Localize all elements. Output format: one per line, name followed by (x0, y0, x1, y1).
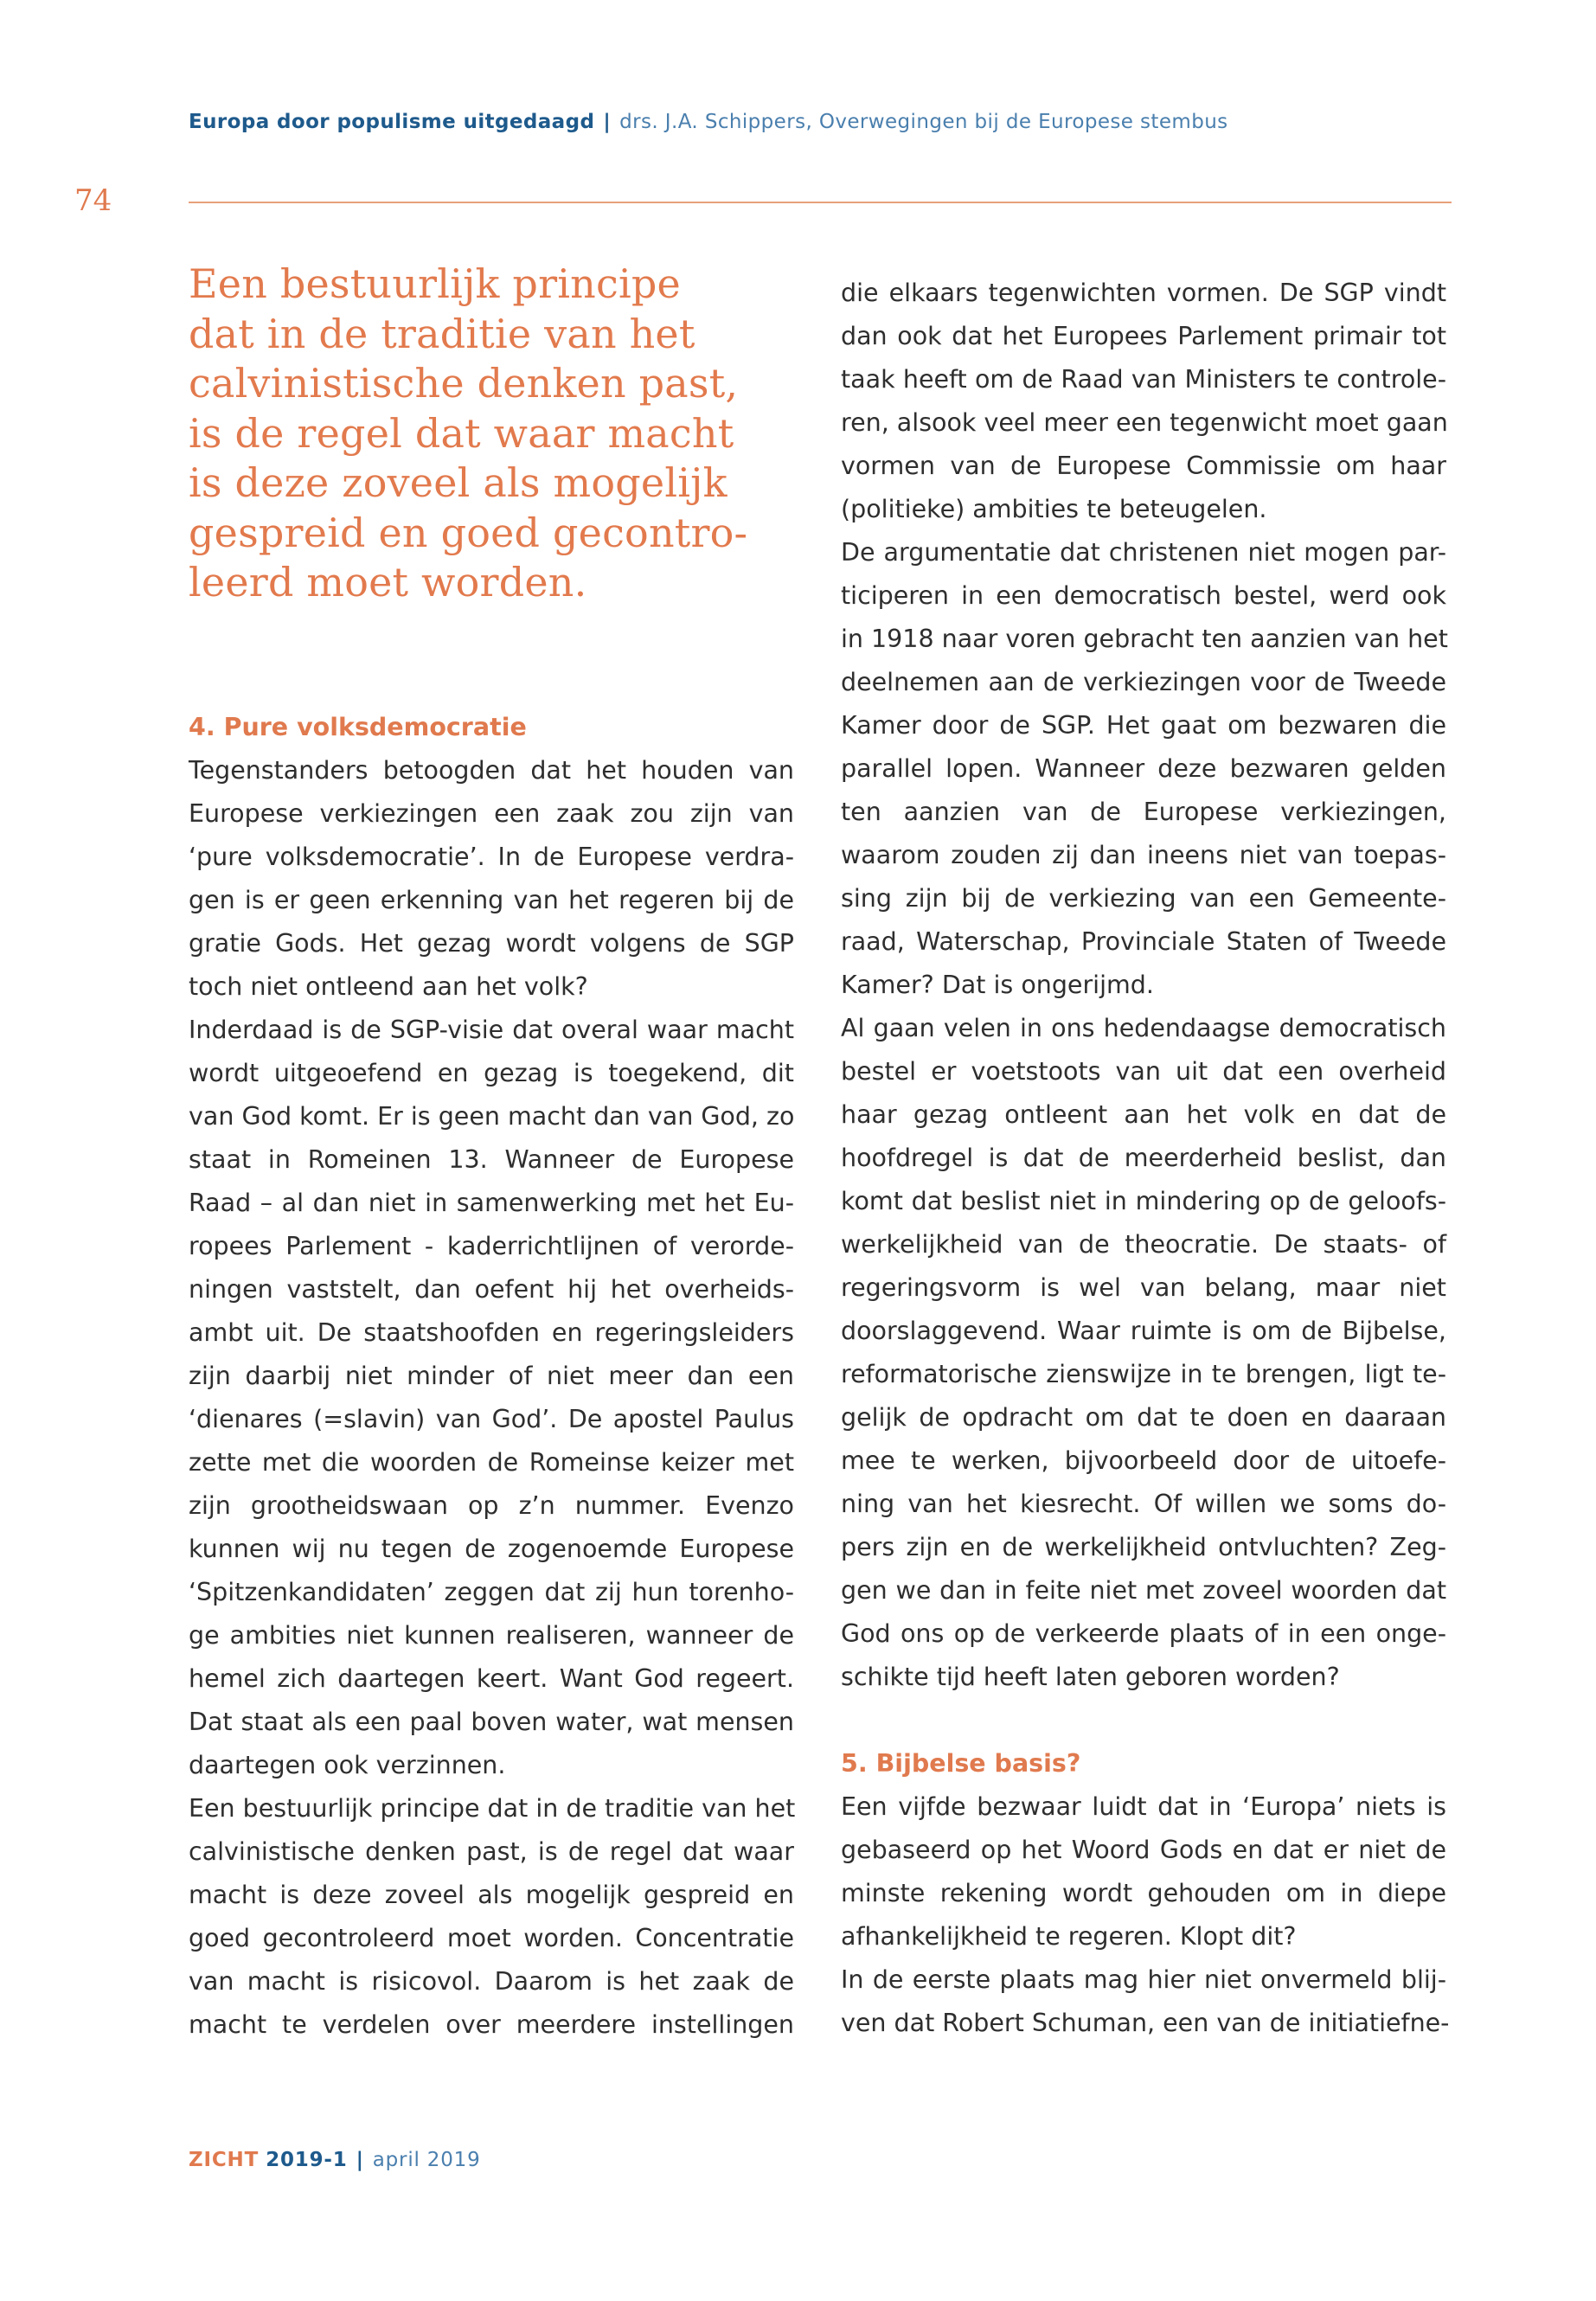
body-line: pers zijn en de werkelijkheid ontvluchten? Zeg- (841, 1533, 1446, 1561)
body-line: toch niet ontleend aan het volk? (189, 972, 588, 1001)
body-line: In de eerste plaats mag hier niet onvermeld blij- (841, 1965, 1446, 1994)
body-line: reformatorische zienswijze in te brengen, ligt te- (841, 1360, 1446, 1388)
pullquote-line: is deze zoveel als mogelijk (189, 459, 727, 506)
body-line: ning van het kiesrecht. Of willen we soms do- (841, 1490, 1446, 1518)
body-line: gratie Gods. Het gezag wordt volgens de SGP (189, 929, 794, 958)
issue-date: april 2019 (372, 2149, 481, 2171)
page-number: 74 (74, 183, 112, 218)
body-line: van God komt. Er is geen macht dan van God, zo (189, 1102, 795, 1131)
section-heading-5: 5. Bijbelse basis? (841, 1749, 1081, 1778)
body-line: zijn daarbij niet minder of niet meer dan een (189, 1362, 794, 1390)
body-line: ‘dienares (=slavin) van God’. De apostel Paulus (189, 1405, 794, 1433)
body-line: sing zijn bij de verkiezing van een Gemeente- (841, 884, 1446, 913)
body-line: ge ambities niet kunnen realiseren, wanneer de (189, 1621, 794, 1650)
pullquote-line: gespreid en goed gecontro- (189, 509, 748, 556)
body-line: die elkaars tegenwichten vormen. De SGP vindt (841, 279, 1446, 307)
journal-title: Europa door populisme uitgedaagd (189, 111, 595, 133)
body-line: ticiperen in een democratisch bestel, werd ook (841, 581, 1446, 610)
author-title: drs. J.A. Schippers, Overwegingen bij de Europese stembus (619, 111, 1228, 133)
body-line: gelijk de opdracht om dat te doen en daaraan (841, 1403, 1446, 1432)
running-head (189, 111, 1452, 133)
body-line: afhankelijkheid te regeren. Klopt dit? (841, 1922, 1297, 1951)
magazine-name: ZICHT (189, 2149, 260, 2171)
body-line: daartegen ook verzinnen. (189, 1751, 506, 1779)
body-line: raad, Waterschap, Provinciale Staten of Tweede (841, 927, 1446, 956)
right-column (841, 272, 1450, 2045)
body-line: De argumentatie dat christenen niet mogen par- (841, 538, 1446, 567)
body-line: parallel lopen. Wanneer deze bezwaren gelden (841, 754, 1446, 783)
body-line: gen is er geen erkenning van het regeren bij de (189, 886, 794, 914)
body-line: wordt uitgeoefend en gezag is toegekend, dit (189, 1059, 794, 1087)
body-line: Al gaan velen in ons hedendaagse democratisch (841, 1014, 1446, 1042)
pullquote (189, 260, 777, 608)
body-line: (politieke) ambities te beteugelen. (841, 495, 1267, 523)
body-line: ten aanzien van de Europese verkiezingen, (841, 798, 1446, 826)
body-line: dan ook dat het Europees Parlement primair tot (841, 322, 1446, 350)
body-line: ropees Parlement - kaderrichtlijnen of verorde- (189, 1232, 794, 1260)
footer-separator: | (356, 2149, 364, 2171)
pullquote-line: Een bestuurlijk principe (189, 260, 681, 307)
body-line: Europese verkiezingen een zaak zou zijn van (189, 799, 794, 828)
body-line: God ons op de verkeerde plaats of in een onge- (841, 1619, 1446, 1648)
body-line: haar gezag ontleent aan het volk en dat de (841, 1100, 1446, 1129)
body-line: ‘Spitzenkandidaten’ zeggen dat zij hun torenho- (189, 1578, 794, 1606)
body-line: hemel zich daartegen keert. Want God regeert. (189, 1664, 794, 1693)
footer (189, 2149, 481, 2171)
body-line: ambt uit. De staatshoofden en regeringsleiders (189, 1318, 794, 1347)
body-line: ningen vaststelt, dan oefent hij het overheids- (189, 1275, 794, 1304)
body-line: van macht is risicovol. Daarom is het zaak de (189, 1967, 794, 1996)
body-line: ‘pure volksdemocratie’. In de Europese verdra- (189, 843, 794, 871)
section-heading-4: 4. Pure volksdemocratie (189, 713, 527, 741)
body-line: Een vijfde bezwaar luidt dat in ‘Europa’ niets is (841, 1792, 1446, 1821)
body-line: Tegenstanders betoogden dat het houden van (189, 756, 794, 785)
body-line: schikte tijd heeft laten geboren worden? (841, 1663, 1340, 1691)
pullquote-line: leerd moet worden. (189, 559, 587, 606)
body-line: komt dat beslist niet in mindering op de geloofs- (841, 1187, 1446, 1215)
left-column (189, 706, 794, 2047)
body-line: kunnen wij nu tegen de zogenoemde Europese (189, 1535, 794, 1563)
body-line: macht is deze zoveel als mogelijk gespreid en (189, 1881, 794, 1909)
body-line: mee te werken, bijvoorbeeld door de uitoefe- (841, 1446, 1446, 1475)
body-line: doorslaggevend. Waar ruimte is om de Bijbelse, (841, 1317, 1446, 1345)
body-line: Inderdaad is de SGP-visie dat overal waar macht (189, 1016, 794, 1044)
pullquote-line: is de regel dat waar macht (189, 409, 734, 457)
body-line: Raad – al dan niet in samenwerking met het Eu- (189, 1189, 794, 1217)
header-rule (189, 202, 1452, 203)
body-line: in 1918 naar voren gebracht ten aanzien van het (841, 625, 1448, 653)
body-line: calvinistische denken past, is de regel dat waar (189, 1837, 794, 1866)
body-line: zette met die woorden de Romeinse keizer met (189, 1448, 794, 1477)
body-line: gen we dan in feite niet met zoveel woorden dat (841, 1576, 1446, 1605)
body-line: staat in Romeinen 13. Wanneer de Europese (189, 1145, 794, 1174)
body-line: Kamer door de SGP. Het gaat om bezwaren die (841, 711, 1446, 740)
body-line: Dat staat als een paal boven water, wat mensen (189, 1708, 794, 1736)
body-line: werkelijkheid van de theocratie. De staats- of (841, 1230, 1446, 1259)
body-line: gebaseerd op het Woord Gods en dat er niet de (841, 1836, 1446, 1864)
pullquote-line: dat in de traditie van het (189, 310, 695, 357)
body-line: taak heeft om de Raad van Ministers te controle- (841, 365, 1446, 394)
body-line: regeringsvorm is wel van belang, maar niet (841, 1273, 1446, 1302)
body-line: goed gecontroleerd moet worden. Concentratie (189, 1924, 794, 1952)
body-line: deelnemen aan de verkiezingen voor de Tweede (841, 668, 1446, 696)
body-line: zijn grootheidswaan op z’n nummer. Evenzo (189, 1491, 794, 1520)
body-line: ven dat Robert Schuman, een van de initiatiefne- (841, 2009, 1450, 2037)
body-line: vormen van de Europese Commissie om haar (841, 452, 1446, 480)
body-line: hoofdregel is dat de meerderheid beslist, dan (841, 1144, 1446, 1172)
pullquote-line: calvinistische denken past, (189, 360, 739, 407)
body-line: waarom zouden zij dan ineens niet van toepas- (841, 841, 1446, 869)
header-separator: | (603, 111, 612, 133)
issue-number: 2019-1 (266, 2149, 348, 2171)
body-line: macht te verdelen over meerdere instellingen (189, 2010, 794, 2039)
body-line: bestel er voetstoots van uit dat een overheid (841, 1057, 1446, 1086)
body-line: Kamer? Dat is ongerijmd. (841, 971, 1154, 999)
body-line: ren, alsook veel meer een tegenwicht moet gaan (841, 408, 1448, 437)
body-line: Een bestuurlijk principe dat in de traditie van het (189, 1794, 796, 1823)
body-line: minste rekening wordt gehouden om in diepe (841, 1879, 1446, 1907)
paragraph-gap (841, 1699, 1446, 1742)
